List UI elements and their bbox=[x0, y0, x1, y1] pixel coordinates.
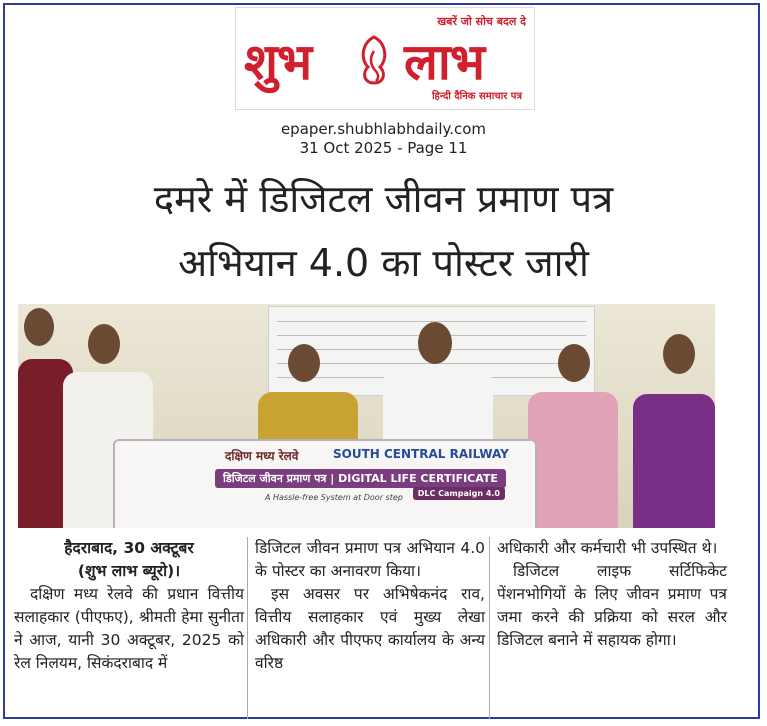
column-divider bbox=[247, 537, 248, 719]
article-column-2 bbox=[255, 537, 485, 675]
source-url: epaper.shubhlabhdaily.com bbox=[280, 120, 487, 138]
headline-line-2: अभियान 4.0 का पोस्टर जारी bbox=[178, 241, 589, 285]
banner-hindi-title: दक्षिण मध्य रेलवे bbox=[225, 449, 299, 463]
column-divider bbox=[489, 537, 490, 719]
article-dateline: हैदराबाद, 30 अक्टूबर bbox=[64, 539, 194, 557]
article-column-1 bbox=[14, 537, 244, 675]
article-paragraph: अधिकारी और कर्मचारी भी उपस्थित थे। bbox=[497, 539, 718, 557]
banner-slogan: A Hassle-free System at Door step bbox=[265, 493, 403, 502]
article-paragraph: दक्षिण मध्य रेलवे की प्रधान वित्तीय सलाहकार (पीएफए), श्रीमती हेमा सुनीता ने आज, यानी 30 अक्टूबर, 2025 को रेल निलयम, सिकंदराबाद में bbox=[14, 585, 244, 672]
article-column-3 bbox=[497, 537, 727, 652]
article-paragraph: डिजिटल जीवन प्रमाण पत्र अभियान 4.0 के पोस्टर का अनावरण किया। bbox=[255, 539, 485, 580]
masthead-tagline: खबरें जो सोच बदल दे bbox=[437, 15, 526, 28]
masthead-name-right: लाभ bbox=[404, 33, 484, 91]
masthead-logo bbox=[235, 7, 535, 110]
article-paragraph: डिजिटल लाइफ सर्टिफिकेट पेंशनभोगियों के लिए जीवन प्रमाण पत्र जमा करने की प्रक्रिया को सरल और डिजिटल बनाने में सहायक होगा। bbox=[497, 562, 727, 649]
photo-person-5 bbox=[523, 304, 623, 528]
news-photo bbox=[18, 304, 715, 528]
ganesha-emblem-icon bbox=[354, 33, 394, 87]
masthead-name-left: शुभ bbox=[244, 33, 312, 91]
masthead-subtitle: हिन्दी दैनिक समाचार पत्र bbox=[431, 91, 522, 102]
article-byline: (शुभ लाभ ब्यूरो)। bbox=[77, 562, 181, 580]
article-paragraph: इस अवसर पर अभिषेकनंद राव, वित्तीय सलाहकार एवं मुख्य लेखा अधिकारी और पीएफए कार्यालय के अन्य वरिष्ठ bbox=[255, 585, 485, 672]
banner-campaign-badge: DLC Campaign 4.0 bbox=[413, 487, 505, 500]
banner-english-title: SOUTH CENTRAL RAILWAY bbox=[333, 447, 509, 461]
photo-person-6 bbox=[623, 304, 715, 528]
headline-line-1: दमरे में डिजिटल जीवन प्रमाण पत्र bbox=[153, 177, 614, 221]
photo-poster-banner bbox=[113, 439, 537, 528]
banner-certificate-title: डिजिटल जीवन प्रमाण पत्र | DIGITAL LIFE CERTIFICATE bbox=[215, 469, 506, 488]
edition-date-page: 31 Oct 2025 - Page 11 bbox=[299, 139, 468, 157]
